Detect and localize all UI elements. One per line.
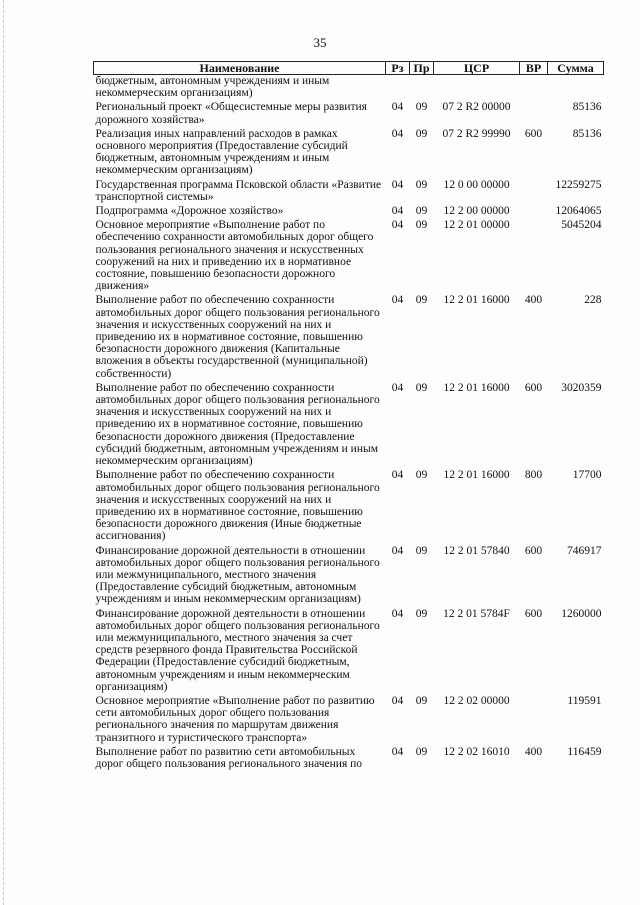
cell-pr: 09	[415, 101, 428, 114]
cell-name: Выполнение работ по обеспечению сохранности автомобильных дорог общего пользования регионального значения и искусственных сооружений на них и приведению их в нормативное состояние, повышению безопасности дорожного движения (Капитальные вложения в объекты государственной (муниципальной) собственности)	[95, 294, 380, 380]
page-number: 35	[313, 35, 327, 50]
table-row	[94, 75, 604, 102]
cell-vr: 600	[524, 544, 543, 557]
column-header-vr: ВР	[520, 62, 548, 75]
cell-name: Финансирование дорожной деятельности в отношении автомобильных дорог общего пользования регионального или межмуниципального, местного значения за счет средств резервного фонда Правительства Российской Федерации (Предоставление субсидий бюджетным, автономным учреждениям и иным некоммерческим организациям)	[95, 607, 380, 693]
cell-name: Основное мероприятие «Выполнение работ по обеспечению сохранности автомобильных дорог общего пользования регионального значения и искусственных сооружений на них и приведению их в нормативное состояние, повышению безопасности дорожного движения»	[95, 219, 374, 293]
cell-vr: 600	[524, 381, 543, 394]
table-row	[94, 294, 604, 381]
cell-rz: 04	[391, 694, 404, 707]
cell-csr: 12 2 01 16000	[443, 294, 510, 307]
budget-table	[93, 61, 604, 772]
column-header-name: Наименование	[94, 62, 386, 75]
cell-sum: 85136	[572, 101, 602, 114]
cell-sum: 116459	[567, 745, 602, 758]
cell-pr: 09	[415, 381, 428, 394]
table-row	[94, 545, 604, 608]
column-header-rz: Рз	[386, 62, 410, 75]
cell-sum: 746917	[567, 544, 602, 557]
page-edge	[3, 0, 5, 905]
cell-pr: 09	[415, 694, 428, 707]
cell-vr	[520, 205, 548, 219]
column-header-sum: Сумма	[548, 62, 604, 75]
cell-sum: 12064065	[555, 205, 602, 218]
cell-csr: 12 0 00 00000	[443, 178, 510, 191]
column-header-csr: ЦСР	[434, 62, 520, 75]
cell-rz: 04	[391, 607, 404, 620]
cell-rz	[386, 75, 410, 102]
cell-csr: 12 2 01 00000	[443, 219, 510, 232]
cell-vr: 600	[524, 607, 543, 620]
cell-vr: 400	[524, 745, 543, 758]
table-header	[94, 62, 604, 75]
cell-name: Основное мероприятие «Выполнение работ по развитию сети автомобильных дорог общего пользования регионального значения по маршрутам движения транзитного и туристического транспорта»	[95, 694, 375, 744]
table-row	[94, 695, 604, 746]
table-row	[94, 205, 604, 219]
cell-vr	[520, 101, 548, 127]
cell-name: Государственная программа Псковской области «Развитие транспортной системы»	[95, 178, 382, 203]
cell-sum: 1260000	[561, 607, 602, 620]
cell-name: Подпрограмма «Дорожное хозяйство»	[95, 205, 284, 218]
cell-rz: 04	[391, 544, 404, 557]
cell-csr: 07 2 R2 99990	[442, 127, 511, 140]
cell-rz: 04	[391, 219, 404, 232]
cell-csr: 12 2 02 16010	[443, 745, 510, 758]
cell-rz: 04	[391, 178, 404, 191]
cell-pr: 09	[415, 205, 428, 218]
cell-sum: 12259275	[555, 178, 602, 191]
cell-csr: 12 2 01 5784F	[443, 607, 510, 620]
cell-sum: 17700	[572, 469, 602, 482]
cell-csr	[434, 75, 520, 102]
cell-vr	[520, 219, 548, 294]
cell-vr: 400	[524, 294, 543, 307]
cell-sum	[548, 75, 604, 102]
cell-rz: 04	[391, 205, 404, 218]
cell-sum: 5045204	[561, 219, 602, 232]
cell-csr: 12 2 01 16000	[443, 469, 510, 482]
table-row	[94, 608, 604, 695]
cell-pr: 09	[415, 178, 428, 191]
cell-sum: 85136	[572, 127, 602, 140]
table-row	[94, 746, 604, 772]
cell-name: Реализация иных направлений расходов в рамках основного мероприятия (Предоставление субсидий бюджетным, автономным учреждениям и иным некоммерческим организациям)	[95, 127, 348, 177]
cell-name: Выполнение работ по обеспечению сохранности автомобильных дорог общего пользования регионального значения и искусственных сооружений на них и приведению их в нормативное состояние, повышению безопасности дорожного движения (Предоставление субсидий бюджетным, автономным учреждениям и иным некоммерческим организациям)	[95, 381, 380, 468]
table-row	[94, 469, 604, 544]
table-row	[94, 128, 604, 179]
table-row	[94, 179, 604, 205]
cell-pr	[410, 75, 434, 102]
cell-sum: 228	[584, 294, 602, 307]
cell-vr	[520, 695, 548, 746]
cell-pr: 09	[415, 469, 428, 482]
cell-pr: 09	[415, 607, 428, 620]
column-header-pr: Пр	[410, 62, 434, 75]
cell-csr: 12 2 01 57840	[443, 544, 510, 557]
cell-name: Финансирование дорожной деятельности в отношении автомобильных дорог общего пользования регионального или межмуниципального, местного значения (Предоставление субсидий бюджетным, автономным учреждениям и иным некоммерческим организациям)	[95, 544, 380, 606]
cell-csr: 12 2 00 00000	[443, 205, 510, 218]
table-row	[94, 101, 604, 127]
cell-name: Региональный проект «Общесистемные меры развития дорожного хозяйства»	[95, 101, 367, 126]
cell-vr	[520, 179, 548, 205]
cell-vr: 800	[524, 469, 543, 482]
cell-csr: 07 2 R2 00000	[442, 101, 511, 114]
cell-pr: 09	[415, 294, 428, 307]
cell-name: Выполнение работ по развитию сети автомобильных дорог общего пользования регионального значения по	[95, 745, 363, 770]
table-row	[94, 219, 604, 294]
cell-pr: 09	[415, 745, 428, 758]
table-body	[94, 75, 604, 773]
cell-pr: 09	[415, 127, 428, 140]
cell-pr: 09	[415, 219, 428, 232]
cell-rz: 04	[391, 127, 404, 140]
cell-pr: 09	[415, 544, 428, 557]
cell-rz: 04	[391, 381, 404, 394]
cell-name: Выполнение работ по обеспечению сохранности автомобильных дорог общего пользования регионального значения и искусственных сооружений на них и приведению их в нормативное состояние, повышению безопасности дорожного движения (Иные бюджетные ассигнования)	[95, 469, 380, 543]
cell-csr: 12 2 02 00000	[443, 694, 510, 707]
cell-vr: 600	[524, 127, 543, 140]
cell-rz: 04	[391, 294, 404, 307]
table-row	[94, 382, 604, 469]
cell-csr: 12 2 01 16000	[443, 381, 510, 394]
cell-rz: 04	[391, 469, 404, 482]
cell-rz: 04	[391, 101, 404, 114]
cell-rz: 04	[391, 745, 404, 758]
cell-name: бюджетным, автономным учреждениям и иным некоммерческим организациям)	[95, 75, 330, 100]
cell-sum: 119591	[567, 694, 602, 707]
cell-vr	[520, 75, 548, 102]
cell-sum: 3020359	[561, 381, 602, 394]
